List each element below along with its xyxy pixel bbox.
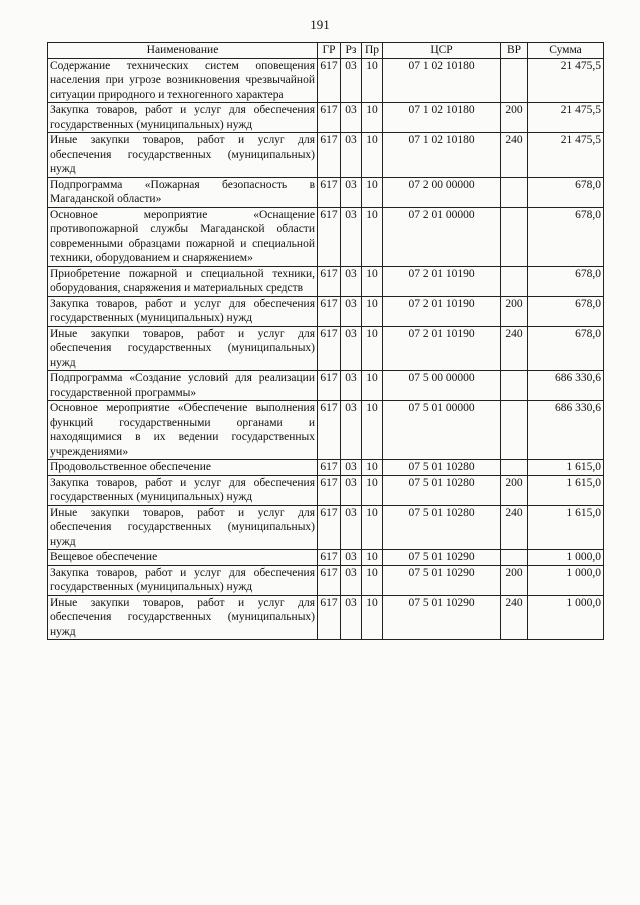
row-vr (501, 371, 528, 401)
row-vr (501, 58, 528, 103)
row-gr: 617 (318, 133, 341, 178)
row-sum: 1 000,0 (528, 565, 604, 595)
row-pr: 10 (362, 475, 383, 505)
row-vr: 200 (501, 103, 528, 133)
row-csr: 07 5 00 00000 (383, 371, 501, 401)
table-row (48, 595, 604, 640)
row-name: Содержание технических систем оповещения населения при угрозе возникновения чрезвычайной ситуации природного и техногенного характера (48, 58, 318, 103)
table-row (48, 371, 604, 401)
row-name: Подпрограмма «Создание условий для реализации государственной программы» (48, 371, 318, 401)
row-rz: 03 (341, 371, 362, 401)
row-sum: 678,0 (528, 266, 604, 296)
row-gr: 617 (318, 207, 341, 266)
table-row (48, 401, 604, 460)
row-gr: 617 (318, 371, 341, 401)
row-gr: 617 (318, 103, 341, 133)
row-pr: 10 (362, 460, 383, 476)
row-rz: 03 (341, 177, 362, 207)
row-sum: 1 615,0 (528, 505, 604, 550)
row-pr: 10 (362, 326, 383, 371)
row-vr (501, 266, 528, 296)
row-gr: 617 (318, 401, 341, 460)
row-sum: 686 330,6 (528, 371, 604, 401)
row-csr: 07 5 01 10290 (383, 565, 501, 595)
table-row (48, 177, 604, 207)
row-sum: 21 475,5 (528, 58, 604, 103)
row-pr: 10 (362, 401, 383, 460)
table-row (48, 103, 604, 133)
row-gr: 617 (318, 475, 341, 505)
row-csr: 07 2 01 10190 (383, 266, 501, 296)
row-name: Подпрограмма «Пожарная безопасность в Магаданской области» (48, 177, 318, 207)
row-name: Приобретение пожарной и специальной техники, оборудования, снаряжения и материальных средств (48, 266, 318, 296)
row-name: Продовольственное обеспечение (48, 460, 318, 476)
row-rz: 03 (341, 475, 362, 505)
header-sum: Сумма (528, 43, 604, 59)
row-pr: 10 (362, 133, 383, 178)
row-csr: 07 2 01 00000 (383, 207, 501, 266)
row-csr: 07 5 01 10280 (383, 460, 501, 476)
row-rz: 03 (341, 401, 362, 460)
row-pr: 10 (362, 266, 383, 296)
row-vr: 200 (501, 475, 528, 505)
table-row (48, 505, 604, 550)
row-csr: 07 1 02 10180 (383, 133, 501, 178)
row-pr: 10 (362, 177, 383, 207)
table-row (48, 58, 604, 103)
table-row (48, 207, 604, 266)
row-csr: 07 2 01 10190 (383, 326, 501, 371)
row-sum: 1 000,0 (528, 550, 604, 566)
row-pr: 10 (362, 58, 383, 103)
row-csr: 07 1 02 10180 (383, 103, 501, 133)
table-row (48, 550, 604, 566)
row-rz: 03 (341, 326, 362, 371)
row-pr: 10 (362, 565, 383, 595)
row-name: Иные закупки товаров, работ и услуг для обеспечения государственных (муниципальных) нужд (48, 133, 318, 178)
row-vr: 240 (501, 326, 528, 371)
row-rz: 03 (341, 460, 362, 476)
table-body (48, 58, 604, 640)
row-rz: 03 (341, 58, 362, 103)
row-vr (501, 460, 528, 476)
row-gr: 617 (318, 266, 341, 296)
table-header (48, 43, 604, 59)
page-number: 191 (310, 17, 330, 32)
row-name: Закупка товаров, работ и услуг для обеспечения государственных (муниципальных) нужд (48, 296, 318, 326)
row-vr: 200 (501, 296, 528, 326)
row-name: Основное мероприятие «Обеспечение выполнения функций государственными органами и находящимися в их ведении государственных учреждениями» (48, 401, 318, 460)
row-rz: 03 (341, 595, 362, 640)
row-pr: 10 (362, 505, 383, 550)
row-rz: 03 (341, 505, 362, 550)
row-pr: 10 (362, 371, 383, 401)
row-rz: 03 (341, 266, 362, 296)
row-sum: 1 615,0 (528, 460, 604, 476)
row-sum: 678,0 (528, 207, 604, 266)
row-pr: 10 (362, 103, 383, 133)
row-rz: 03 (341, 565, 362, 595)
row-gr: 617 (318, 550, 341, 566)
row-csr: 07 5 01 00000 (383, 401, 501, 460)
row-vr: 240 (501, 505, 528, 550)
header-row (48, 43, 604, 59)
row-gr: 617 (318, 505, 341, 550)
row-vr (501, 177, 528, 207)
header-pr: Пр (362, 43, 383, 59)
header-vr: ВР (501, 43, 528, 59)
row-name: Вещевое обеспечение (48, 550, 318, 566)
row-rz: 03 (341, 103, 362, 133)
row-pr: 10 (362, 595, 383, 640)
row-csr: 07 5 01 10290 (383, 595, 501, 640)
table-row (48, 460, 604, 476)
row-vr (501, 207, 528, 266)
row-gr: 617 (318, 565, 341, 595)
row-sum: 21 475,5 (528, 103, 604, 133)
row-name: Основное мероприятие «Оснащение противопожарной службы Магаданской области современными образцами пожарной и специальной техники, оборудованием и снаряжением» (48, 207, 318, 266)
row-rz: 03 (341, 296, 362, 326)
table-row (48, 133, 604, 178)
row-csr: 07 5 01 10280 (383, 505, 501, 550)
row-rz: 03 (341, 550, 362, 566)
row-vr: 200 (501, 565, 528, 595)
row-name: Иные закупки товаров, работ и услуг для обеспечения государственных (муниципальных) нужд (48, 326, 318, 371)
row-gr: 617 (318, 326, 341, 371)
row-csr: 07 2 00 00000 (383, 177, 501, 207)
row-sum: 1 615,0 (528, 475, 604, 505)
row-name: Закупка товаров, работ и услуг для обеспечения государственных (муниципальных) нужд (48, 103, 318, 133)
row-gr: 617 (318, 296, 341, 326)
row-name: Иные закупки товаров, работ и услуг для обеспечения государственных (муниципальных) нужд (48, 595, 318, 640)
header-rz: Рз (341, 43, 362, 59)
row-csr: 07 5 01 10280 (383, 475, 501, 505)
row-gr: 617 (318, 177, 341, 207)
table-row (48, 326, 604, 371)
row-vr (501, 401, 528, 460)
row-gr: 617 (318, 460, 341, 476)
row-rz: 03 (341, 207, 362, 266)
row-sum: 686 330,6 (528, 401, 604, 460)
row-gr: 617 (318, 58, 341, 103)
row-pr: 10 (362, 207, 383, 266)
header-name: Наименование (48, 43, 318, 59)
row-vr (501, 550, 528, 566)
table-row (48, 475, 604, 505)
row-name: Закупка товаров, работ и услуг для обеспечения государственных (муниципальных) нужд (48, 475, 318, 505)
table-row (48, 266, 604, 296)
header-csr: ЦСР (383, 43, 501, 59)
budget-table (47, 42, 604, 640)
row-vr: 240 (501, 133, 528, 178)
row-vr: 240 (501, 595, 528, 640)
row-pr: 10 (362, 550, 383, 566)
row-pr: 10 (362, 296, 383, 326)
row-sum: 678,0 (528, 177, 604, 207)
row-name: Закупка товаров, работ и услуг для обеспечения государственных (муниципальных) нужд (48, 565, 318, 595)
row-csr: 07 5 01 10290 (383, 550, 501, 566)
row-csr: 07 1 02 10180 (383, 58, 501, 103)
row-sum: 1 000,0 (528, 595, 604, 640)
row-sum: 678,0 (528, 296, 604, 326)
row-rz: 03 (341, 133, 362, 178)
row-sum: 678,0 (528, 326, 604, 371)
row-name: Иные закупки товаров, работ и услуг для обеспечения государственных (муниципальных) нужд (48, 505, 318, 550)
row-gr: 617 (318, 595, 341, 640)
table-row (48, 296, 604, 326)
header-gr: ГР (318, 43, 341, 59)
table-row (48, 565, 604, 595)
row-csr: 07 2 01 10190 (383, 296, 501, 326)
row-sum: 21 475,5 (528, 133, 604, 178)
